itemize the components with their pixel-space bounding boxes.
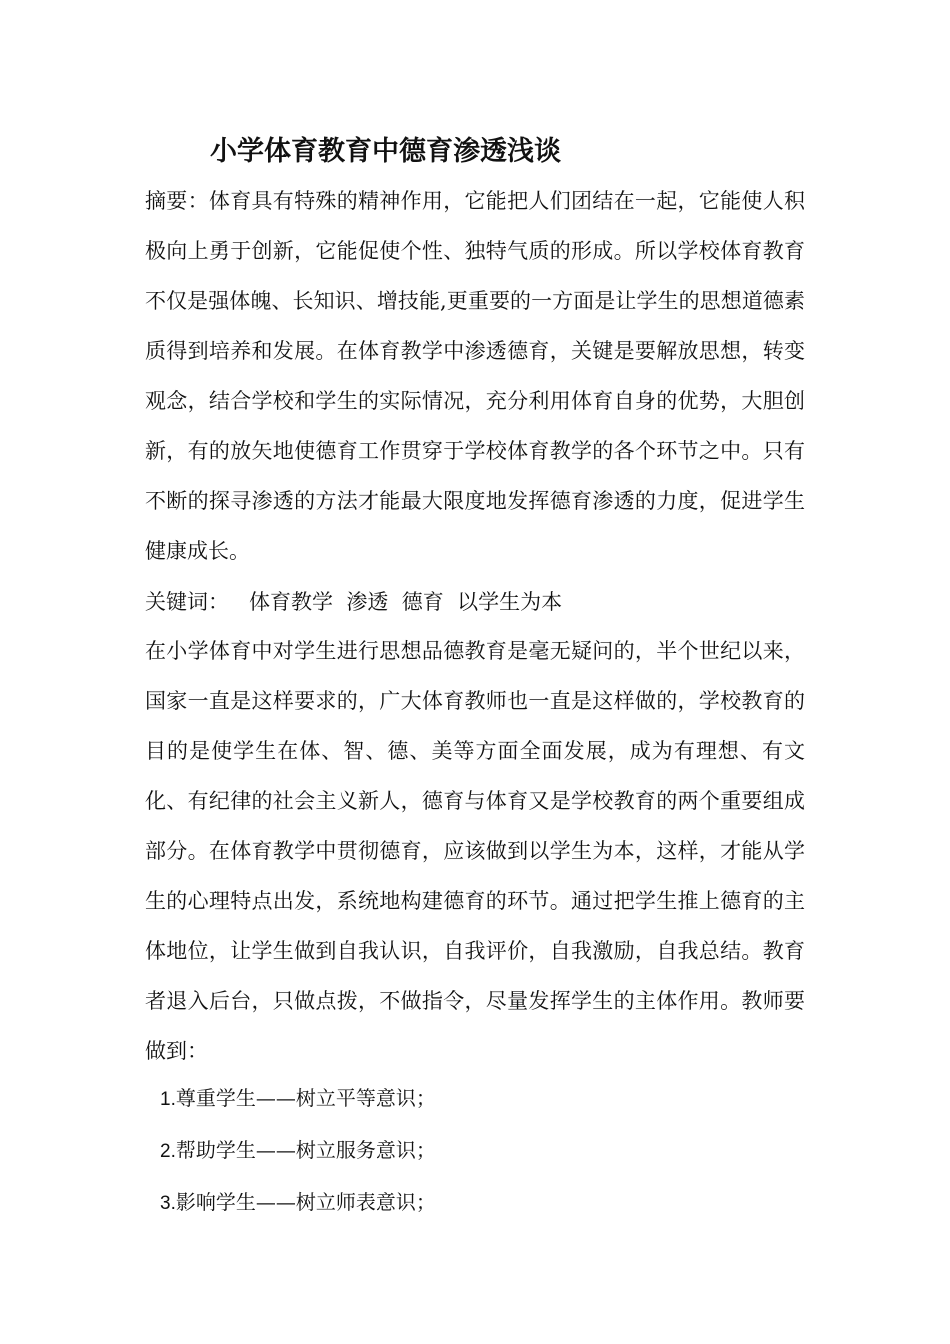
keywords-line [145,577,562,627]
list-item-text: 尊重学生——树立平等意识； [175,1086,436,1110]
list-item-number: 2. [160,1141,176,1162]
list-item-number: 3. [160,1193,176,1214]
list-item [160,1073,436,1125]
list-item-text: 帮助学生——树立服务意识； [175,1138,436,1162]
list-item-text: 影响学生——树立师表意识； [175,1190,436,1214]
abstract-paragraph: 摘要：体育具有特殊的精神作用，它能把人们团结在一起，它能使人积极向上勇于创新，它能促使个性、独特气质的形成。所以学校体育教育不仅是强体魄、长知识、增技能,更重要的一方面是让学生的思想道德素质得到培养和发展。在体育教学中渗透德育，关键是要解放思想，转变观念，结合学校和学生的实际情况，充分利用体育自身的优势，大胆创新，有的放矢地使德育工作贯穿于学校体育教学的各个环节之中。只有不断的探寻渗透的方法才能最大限度地发挥德育渗透的力度，促进学生健康成长。 [145,189,805,563]
keywords-text: 体育教学 渗透 德育 以学生为本 [249,590,563,614]
keywords-label: 关键词： [145,590,229,614]
teacher-duties-list [160,1073,436,1229]
body-paragraph: 在小学体育中对学生进行思想品德教育是毫无疑问的，半个世纪以来，国家一直是这样要求的，广大体育教师也一直是这样做的，学校教育的目的是使学生在体、智、德、美等方面全面发展，成为有理想、有文化、有纪律的社会主义新人，德育与体育又是学校教育的两个重要组成部分。在体育教学中贯彻德育，应该做到以学生为本，这样，才能从学生的心理特点出发，系统地构建德育的环节。通过把学生推上德育的主体地位，让学生做到自我认识，自我评价，自我激励，自我总结。教育者退入后台，只做点拨，不做指令，尽量发挥学生的主体作用。教师要做到： [145,639,805,1063]
document-title: 小学体育教育中德育渗透浅谈 [210,136,561,167]
list-item [160,1177,436,1229]
list-item-number: 1. [160,1089,176,1110]
list-item [160,1125,436,1177]
